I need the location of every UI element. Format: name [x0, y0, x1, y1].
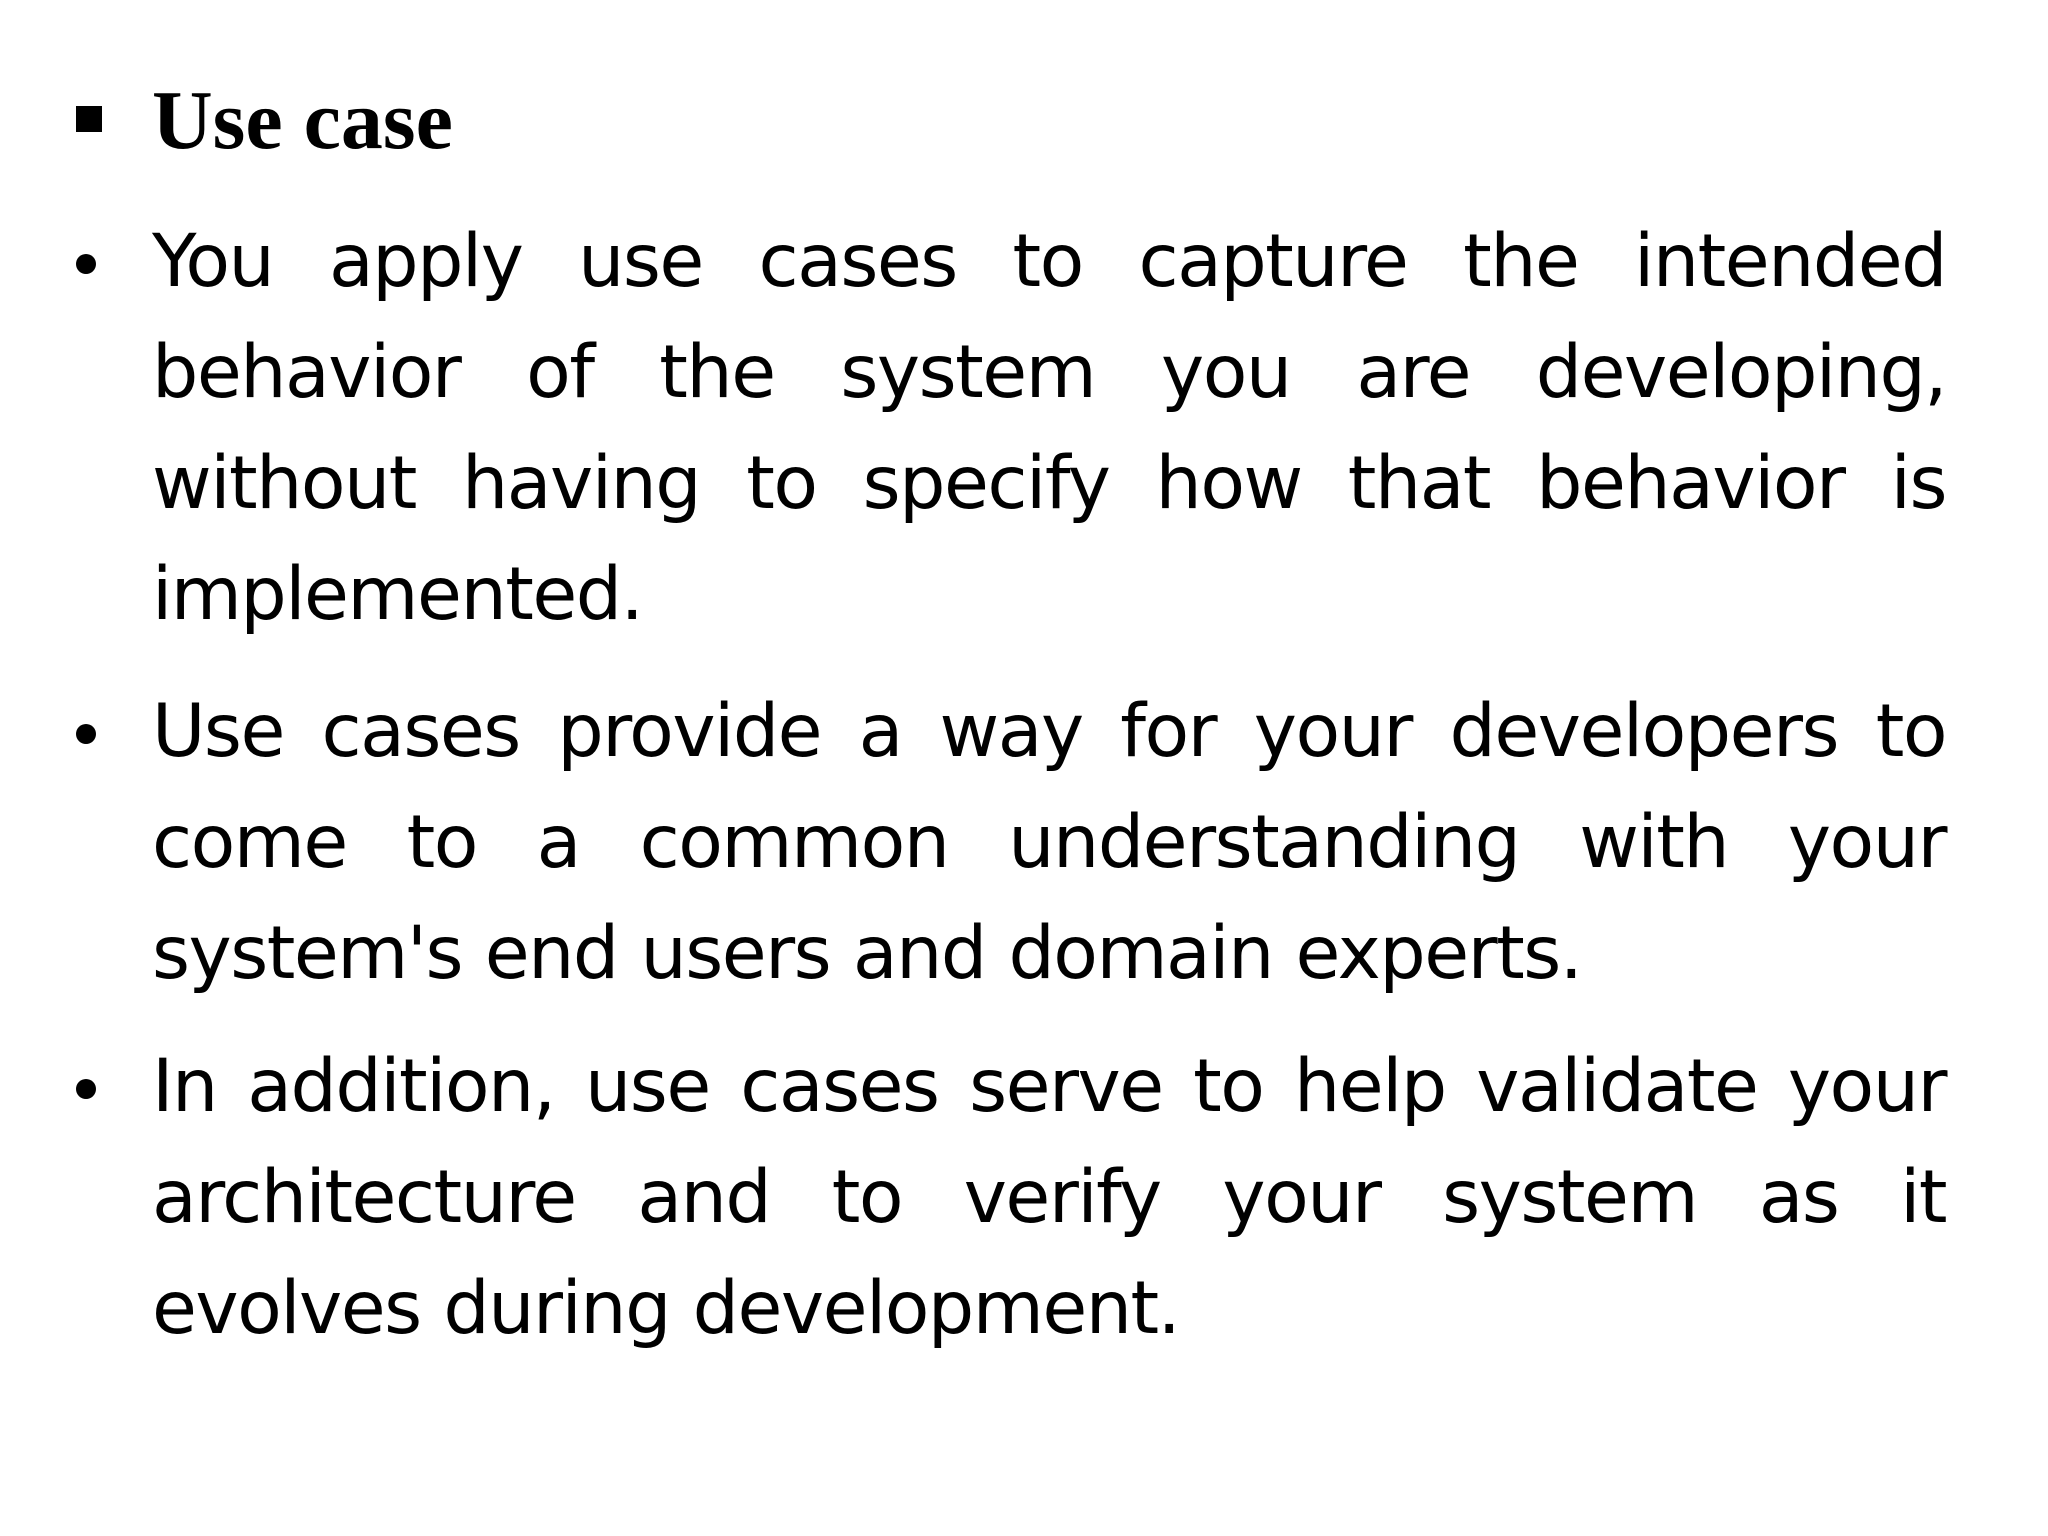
round-bullet-icon [76, 254, 96, 274]
square-bullet-icon [76, 106, 102, 132]
round-bullet-icon [76, 1079, 96, 1099]
bullet-text-1: You apply use cases to capture the intended behavior of the system you are developing, without having to specify how that behavior is implemented. [152, 219, 1946, 637]
slide-heading: Use case [152, 74, 453, 167]
bullet-text-2: Use cases provide a way for your developers to come to a common understanding with your system's end users and domain experts. [152, 689, 1946, 996]
round-bullet-icon [76, 724, 96, 744]
bullet-text-3: In addition, use cases serve to help validate your architecture and to verify your system as it evolves during development. [152, 1044, 1946, 1351]
